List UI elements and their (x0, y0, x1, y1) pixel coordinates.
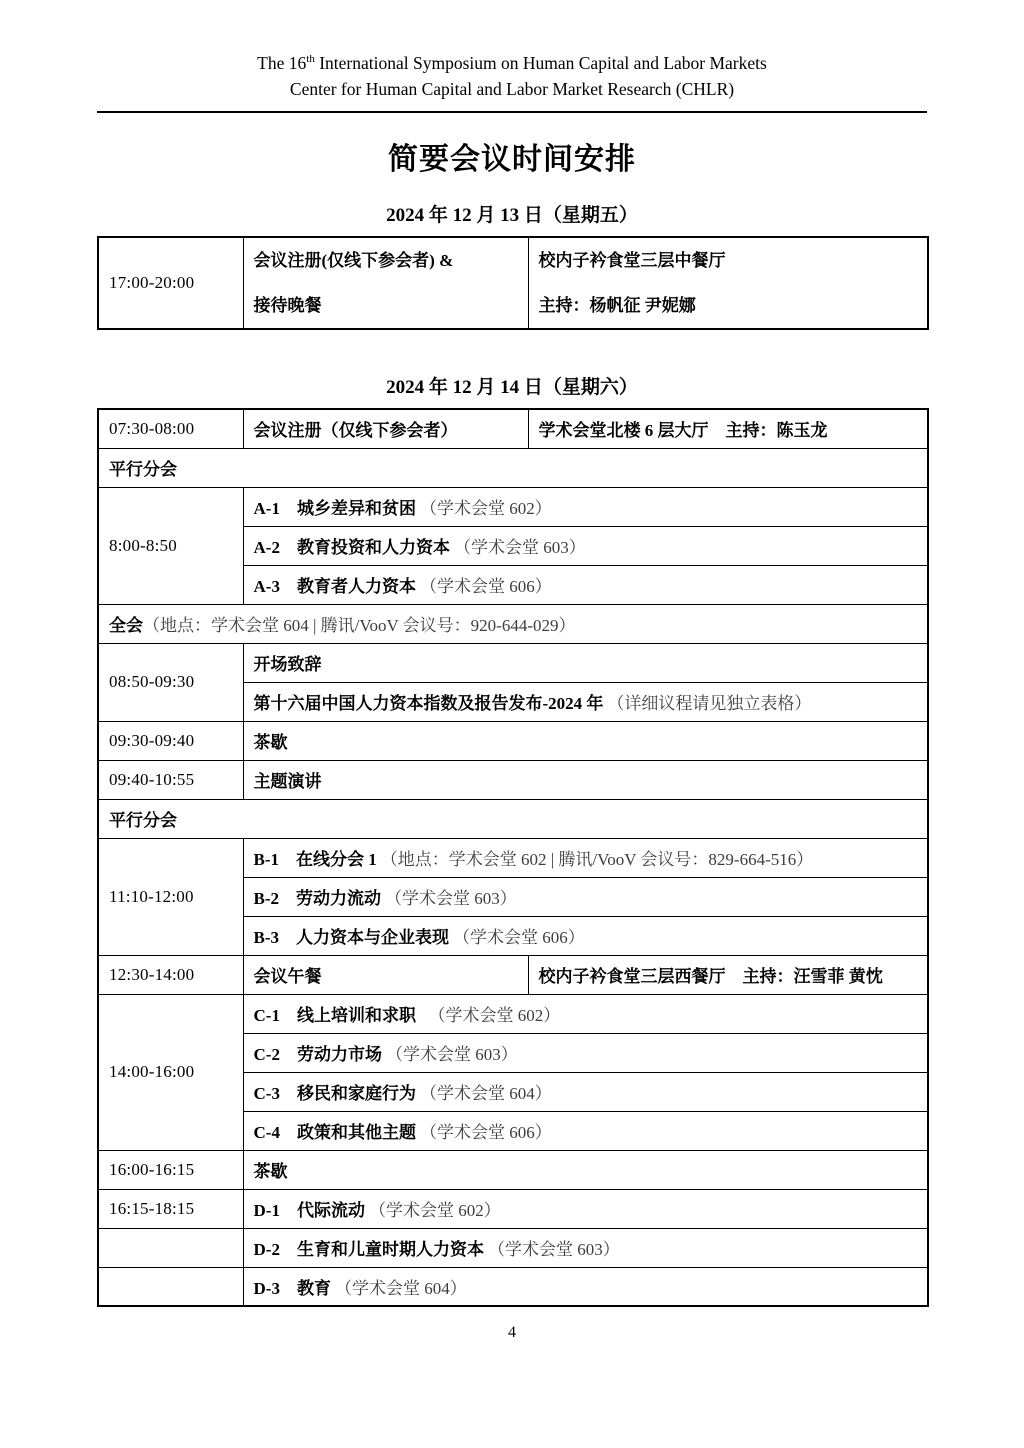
session-c4-label: C-4 (253, 1123, 280, 1142)
session-d2-row (98, 1228, 928, 1267)
session-b-time-cell: 11:10-12:00 (98, 838, 243, 955)
session-d3-room: （学术会堂 604） (334, 1278, 467, 1298)
day1-schedule-table (97, 236, 929, 330)
header-line1-pre: The 16 (257, 53, 307, 73)
session-b3-label: B-3 (253, 928, 279, 947)
session-a2-label: A-2 (253, 538, 280, 557)
session-c1-cell (243, 994, 928, 1033)
session-d1-cell (243, 1189, 928, 1228)
session-a2-room: （学术会堂 603） (453, 538, 586, 557)
keynote-time-cell: 09:40-10:55 (98, 760, 243, 799)
session-d1-label: D-1 (253, 1201, 280, 1220)
session-c3-title: 移民和家庭行为 (296, 1084, 416, 1103)
page-number: 4 (508, 1324, 516, 1341)
registration-venue-cell: 学术会堂北楼 6 层大厅 主持：陈玉龙 (528, 409, 928, 448)
session-b1-title: 在线分会 1 (296, 850, 377, 869)
session-d1-time-cell: 16:15-18:15 (98, 1189, 243, 1228)
lunch-time-cell: 12:30-14:00 (98, 955, 243, 994)
plenary-header-label: 全会 (109, 616, 143, 635)
index-release-cell (243, 682, 928, 721)
tea-break-am-time-cell: 09:30-09:40 (98, 721, 243, 760)
session-d2-room: （学术会堂 603） (487, 1240, 620, 1259)
day1-event-cell (243, 237, 528, 329)
session-a1-room: （学术会堂 602） (419, 499, 552, 518)
parallel-sessions-header-row (98, 448, 928, 487)
day1-time-cell: 17:00-20:00 (98, 237, 243, 329)
session-d3-cell (243, 1267, 928, 1306)
tea-break-pm-row (98, 1150, 928, 1189)
lunch-venue-cell: 校内子衿食堂三层西餐厅 主持：汪雪菲 黄忱 (528, 955, 928, 994)
registration-time-cell: 07:30-08:00 (98, 409, 243, 448)
parallel-sessions-header-2: 平行分会 (98, 799, 928, 838)
session-c2-cell (243, 1033, 928, 1072)
session-c4-cell (243, 1111, 928, 1150)
session-a-time-cell: 8:00-8:50 (98, 487, 243, 604)
session-d3-title: 教育 (296, 1278, 331, 1298)
tea-break-am-cell: 茶歇 (243, 721, 928, 760)
session-c3-cell (243, 1072, 928, 1111)
page-title: 简要会议时间安排 (388, 143, 636, 176)
session-b3-room: （学术会堂 606） (453, 928, 585, 947)
opening-remarks-cell: 开场致辞 (243, 643, 928, 682)
keynote-cell: 主题演讲 (243, 760, 928, 799)
parallel-sessions-header-row-2 (98, 799, 928, 838)
session-d1-title: 代际流动 (296, 1201, 365, 1220)
session-c1-title: 线上培训和求职 (296, 1006, 416, 1025)
session-b1-room: （地点：学术会堂 602 | 腾讯/VooV 会议号：829-664-516） (380, 850, 814, 869)
document-header (97, 0, 927, 113)
session-c3-room: （学术会堂 604） (419, 1084, 552, 1103)
tea-break-pm-cell: 茶歇 (243, 1150, 928, 1189)
session-a1-label: A-1 (253, 499, 280, 518)
session-c4-title: 政策和其他主题 (296, 1123, 416, 1142)
session-b2-cell (243, 877, 928, 916)
index-release-title: 第十六届中国人力资本指数及报告发布-2024 年 (253, 694, 604, 713)
session-b3-cell (243, 916, 928, 955)
session-d2-title: 生育和儿童时期人力资本 (296, 1240, 484, 1259)
session-b2-label: B-2 (253, 889, 279, 908)
session-d1-room: （学术会堂 602） (368, 1201, 501, 1220)
header-line2: Center for Human Capital and Labor Market Research (CHLR) (289, 79, 735, 99)
session-c3-label: C-3 (253, 1084, 280, 1103)
session-b2-title: 劳动力流动 (296, 889, 381, 908)
session-a1-title: 城乡差异和贫困 (296, 499, 416, 518)
day1-event-line2: 接待晚餐 (253, 296, 322, 315)
session-c4-room: （学术会堂 606） (419, 1123, 552, 1142)
session-d2-cell (243, 1228, 928, 1267)
session-d2-label: D-2 (253, 1240, 280, 1259)
index-release-note: （详细议程请见独立表格） (607, 694, 812, 713)
session-b2-room: （学术会堂 603） (385, 889, 517, 908)
day1-venue-line2: 主持：杨帆征 尹妮娜 (538, 296, 696, 315)
day2-heading: 2024 年 12 月 14 日（星期六） (386, 377, 638, 398)
tea-break-am-row (98, 721, 928, 760)
session-d3-row (98, 1267, 928, 1306)
header-line1-post: International Symposium on Human Capital and Labor Markets (314, 53, 767, 73)
plenary-header-detail: （地点：学术会堂 604 | 腾讯/VooV 会议号：920-644-029） (143, 616, 576, 635)
session-d2-time-cell (98, 1228, 243, 1267)
session-c2-room: （学术会堂 603） (385, 1045, 518, 1064)
session-c-time-cell: 14:00-16:00 (98, 994, 243, 1150)
parallel-sessions-header: 平行分会 (98, 448, 928, 487)
day1-venue-cell (528, 237, 928, 329)
day1-row (98, 237, 928, 329)
day1-heading: 2024 年 12 月 13 日（星期五） (386, 205, 638, 226)
session-c2-title: 劳动力市场 (296, 1045, 382, 1064)
opening-time-cell: 08:50-09:30 (98, 643, 243, 721)
session-a2-cell (243, 526, 928, 565)
session-a3-label: A-3 (253, 577, 280, 596)
session-d3-label: D-3 (253, 1278, 280, 1298)
registration-row (98, 409, 928, 448)
session-a2-title: 教育投资和人力资本 (296, 538, 450, 557)
plenary-header-cell (98, 604, 928, 643)
session-c1-label: C-1 (253, 1006, 280, 1025)
session-b3-title: 人力资本与企业表现 (296, 928, 449, 947)
session-a3-title: 教育者人力资本 (296, 577, 416, 596)
keynote-row (98, 760, 928, 799)
session-a3-cell (243, 565, 928, 604)
header-ordinal-superscript: th (306, 53, 315, 66)
day2-schedule-table (97, 408, 929, 1307)
session-b1-label: B-1 (253, 850, 279, 869)
session-b1-row (98, 838, 928, 877)
opening-remarks-row (98, 643, 928, 682)
day1-event-line1: 会议注册(仅线下参会者) & (253, 251, 454, 270)
session-c1-room: （学术会堂 602） (419, 1006, 561, 1025)
session-a1-row (98, 487, 928, 526)
plenary-header-row (98, 604, 928, 643)
lunch-row (98, 955, 928, 994)
day1-venue-line1: 校内子衿食堂三层中餐厅 (538, 251, 726, 270)
session-d1-row (98, 1189, 928, 1228)
session-a3-room: （学术会堂 606） (419, 577, 552, 596)
session-b1-cell (243, 838, 928, 877)
lunch-event-cell: 会议午餐 (243, 955, 528, 994)
session-d3-time-cell (98, 1267, 243, 1306)
header-line1 (97, 50, 927, 76)
tea-break-pm-time-cell: 16:00-16:15 (98, 1150, 243, 1189)
registration-event-cell: 会议注册（仅线下参会者） (243, 409, 528, 448)
session-c2-label: C-2 (253, 1045, 280, 1064)
session-a1-cell (243, 487, 928, 526)
session-c1-row (98, 994, 928, 1033)
